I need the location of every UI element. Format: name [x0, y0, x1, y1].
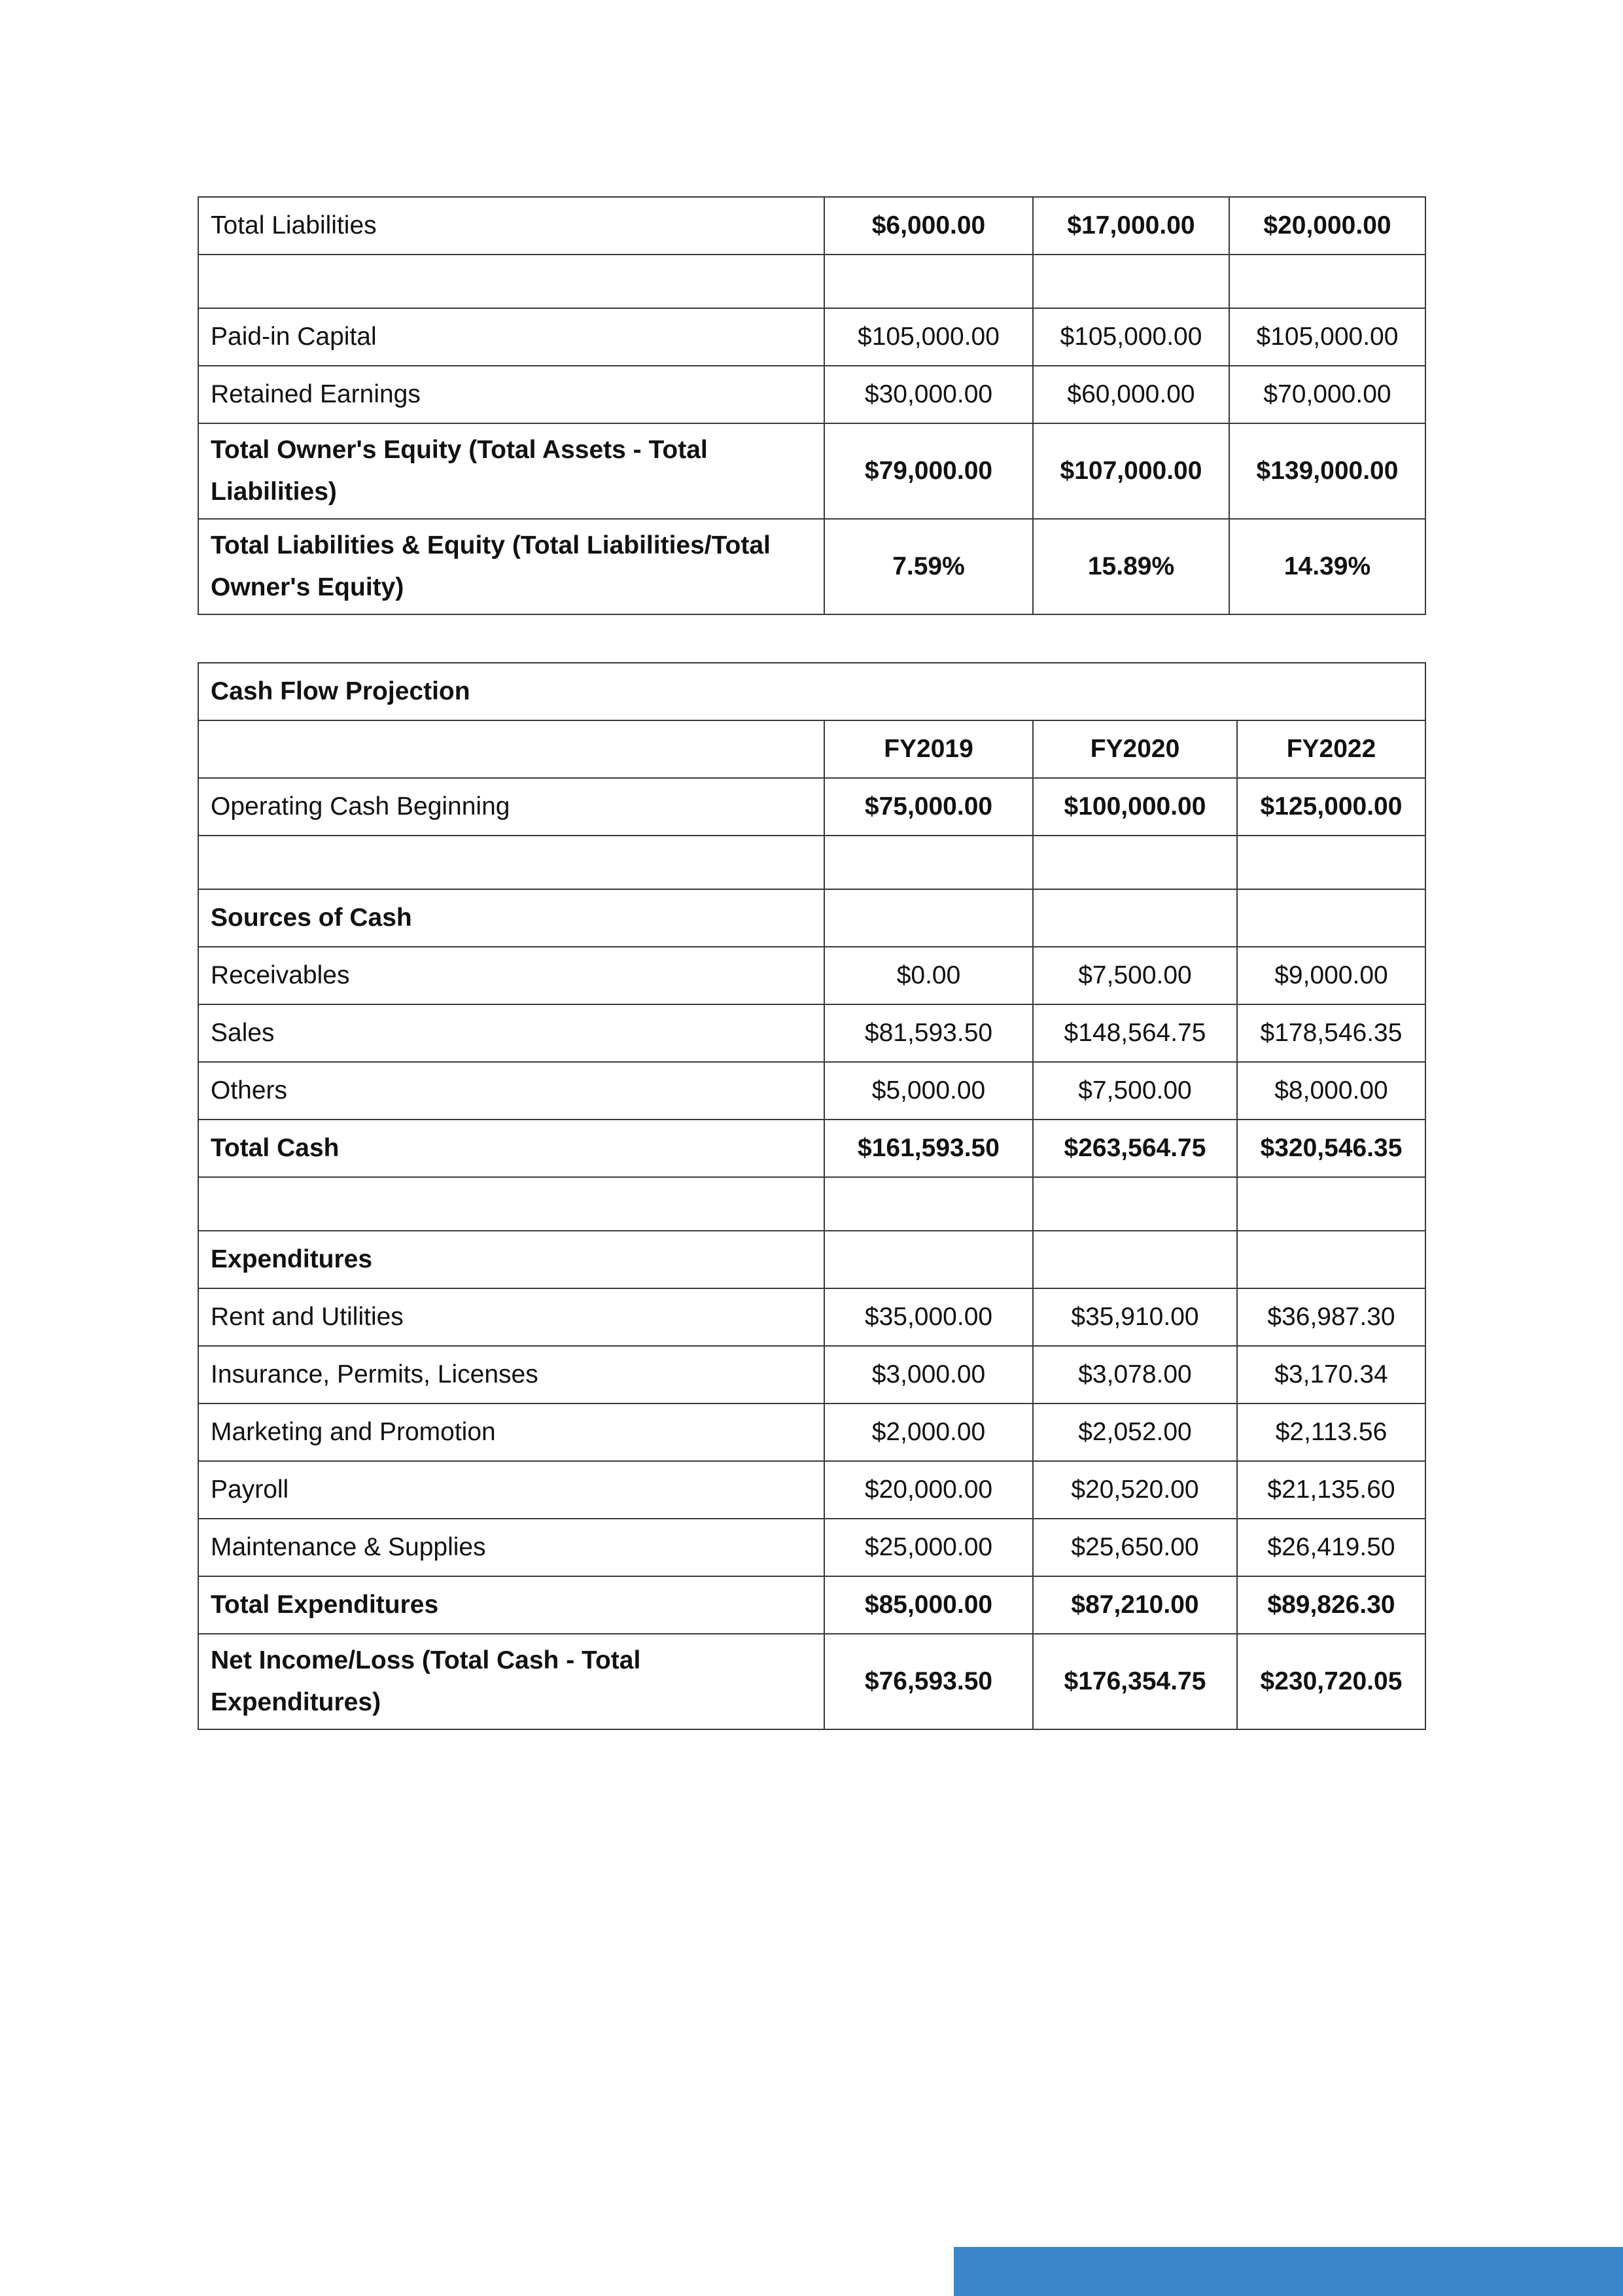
cell-value: $107,000.00	[1033, 423, 1229, 519]
table-row	[198, 366, 1425, 423]
blank-cell	[198, 255, 824, 308]
cell-value: $320,546.35	[1237, 1120, 1425, 1177]
cell-value: $7,500.00	[1033, 947, 1237, 1004]
cell-value: $105,000.00	[1229, 308, 1425, 366]
blank-cell	[1237, 889, 1425, 947]
table-row	[198, 308, 1425, 366]
table-title: Cash Flow Projection	[198, 663, 1425, 720]
blank-cell	[198, 720, 824, 778]
row-label: Total Liabilities & Equity (Total Liabilities/Total Owner's Equity)	[198, 519, 824, 614]
row-label: Rent and Utilities	[198, 1288, 824, 1346]
cell-value: $230,720.05	[1237, 1634, 1425, 1729]
cell-value: $25,650.00	[1033, 1519, 1237, 1576]
row-label: Operating Cash Beginning	[198, 778, 824, 836]
cell-value: $7,500.00	[1033, 1062, 1237, 1120]
cell-value: 7.59%	[824, 519, 1033, 614]
column-header: FY2020	[1033, 720, 1237, 778]
blank-row	[198, 255, 1425, 308]
cell-value: $35,000.00	[824, 1288, 1033, 1346]
row-label: Total Owner's Equity (Total Assets - Total Liabilities)	[198, 423, 824, 519]
blank-cell	[824, 1231, 1033, 1288]
table-row	[198, 778, 1425, 836]
table-row	[198, 1004, 1425, 1062]
blank-cell	[1237, 1231, 1425, 1288]
row-label: Others	[198, 1062, 824, 1120]
cell-value: $3,170.34	[1237, 1346, 1425, 1404]
cell-value: $35,910.00	[1033, 1288, 1237, 1346]
row-label: Total Expenditures	[198, 1576, 824, 1634]
row-label: Sales	[198, 1004, 824, 1062]
cell-value: $161,593.50	[824, 1120, 1033, 1177]
table-row	[198, 197, 1425, 255]
cell-value: $36,987.30	[1237, 1288, 1425, 1346]
cell-value: $148,564.75	[1033, 1004, 1237, 1062]
blank-cell	[198, 836, 824, 889]
cell-value: $105,000.00	[824, 308, 1033, 366]
cell-value: $139,000.00	[1229, 423, 1425, 519]
blank-cell	[1229, 255, 1425, 308]
cell-value: $5,000.00	[824, 1062, 1033, 1120]
blank-cell	[824, 889, 1033, 947]
row-label: Maintenance & Supplies	[198, 1519, 824, 1576]
row-label: Retained Earnings	[198, 366, 824, 423]
cell-value: $125,000.00	[1237, 778, 1425, 836]
blank-cell	[1237, 1177, 1425, 1231]
row-label: Total Cash	[198, 1120, 824, 1177]
cell-value: $76,593.50	[824, 1634, 1033, 1729]
blank-row	[198, 836, 1425, 889]
table-row	[198, 1461, 1425, 1519]
cell-value: $263,564.75	[1033, 1120, 1237, 1177]
footer-accent-bar	[954, 2247, 1623, 2296]
blank-cell	[1033, 255, 1229, 308]
row-label: Net Income/Loss (Total Cash - Total Expenditures)	[198, 1634, 824, 1729]
table-row	[198, 1346, 1425, 1404]
total-row	[198, 1120, 1425, 1177]
row-label: Paid-in Capital	[198, 308, 824, 366]
table-row	[198, 423, 1425, 519]
cell-value: $176,354.75	[1033, 1634, 1237, 1729]
cell-value: $3,078.00	[1033, 1346, 1237, 1404]
blank-cell	[1033, 1177, 1237, 1231]
cell-value: $3,000.00	[824, 1346, 1033, 1404]
table-title-row	[198, 663, 1425, 720]
row-label: Insurance, Permits, Licenses	[198, 1346, 824, 1404]
cell-value: $8,000.00	[1237, 1062, 1425, 1120]
cell-value: $20,000.00	[1229, 197, 1425, 255]
blank-cell	[824, 1177, 1033, 1231]
cell-value: 14.39%	[1229, 519, 1425, 614]
table-row	[198, 1404, 1425, 1461]
cell-value: $26,419.50	[1237, 1519, 1425, 1576]
cell-value: $6,000.00	[824, 197, 1033, 255]
cash-flow-table	[198, 662, 1426, 1730]
cell-value: $75,000.00	[824, 778, 1033, 836]
cell-value: $0.00	[824, 947, 1033, 1004]
cell-value: 15.89%	[1033, 519, 1229, 614]
cell-value: $60,000.00	[1033, 366, 1229, 423]
table-row	[198, 1062, 1425, 1120]
blank-cell	[824, 255, 1033, 308]
cell-value: $100,000.00	[1033, 778, 1237, 836]
cell-value: $89,826.30	[1237, 1576, 1425, 1634]
blank-cell	[1033, 1231, 1237, 1288]
section-row	[198, 1231, 1425, 1288]
cell-value: $70,000.00	[1229, 366, 1425, 423]
column-header: FY2019	[824, 720, 1033, 778]
table-row	[198, 947, 1425, 1004]
cell-value: $105,000.00	[1033, 308, 1229, 366]
row-label: Total Liabilities	[198, 197, 824, 255]
cell-value: $79,000.00	[824, 423, 1033, 519]
cell-value: $30,000.00	[824, 366, 1033, 423]
row-label: Receivables	[198, 947, 824, 1004]
cell-value: $2,113.56	[1237, 1404, 1425, 1461]
cell-value: $25,000.00	[824, 1519, 1033, 1576]
table-row	[198, 1519, 1425, 1576]
cell-value: $178,546.35	[1237, 1004, 1425, 1062]
blank-cell	[1033, 836, 1237, 889]
cell-value: $20,000.00	[824, 1461, 1033, 1519]
balance-sheet-table	[198, 196, 1426, 615]
cell-value: $2,052.00	[1033, 1404, 1237, 1461]
table-row	[198, 1288, 1425, 1346]
cell-value: $2,000.00	[824, 1404, 1033, 1461]
cell-value: $21,135.60	[1237, 1461, 1425, 1519]
section-row	[198, 889, 1425, 947]
cell-value: $85,000.00	[824, 1576, 1033, 1634]
section-label: Sources of Cash	[198, 889, 824, 947]
blank-cell	[1237, 836, 1425, 889]
row-label: Marketing and Promotion	[198, 1404, 824, 1461]
cell-value: $87,210.00	[1033, 1576, 1237, 1634]
header-row	[198, 720, 1425, 778]
table-row	[198, 519, 1425, 614]
column-header: FY2022	[1237, 720, 1425, 778]
cell-value: $20,520.00	[1033, 1461, 1237, 1519]
section-label: Expenditures	[198, 1231, 824, 1288]
total-row	[198, 1634, 1425, 1729]
blank-cell	[198, 1177, 824, 1231]
row-label: Payroll	[198, 1461, 824, 1519]
cell-value: $9,000.00	[1237, 947, 1425, 1004]
cell-value: $81,593.50	[824, 1004, 1033, 1062]
blank-cell	[824, 836, 1033, 889]
cell-value: $17,000.00	[1033, 197, 1229, 255]
blank-cell	[1033, 889, 1237, 947]
total-row	[198, 1576, 1425, 1634]
blank-row	[198, 1177, 1425, 1231]
